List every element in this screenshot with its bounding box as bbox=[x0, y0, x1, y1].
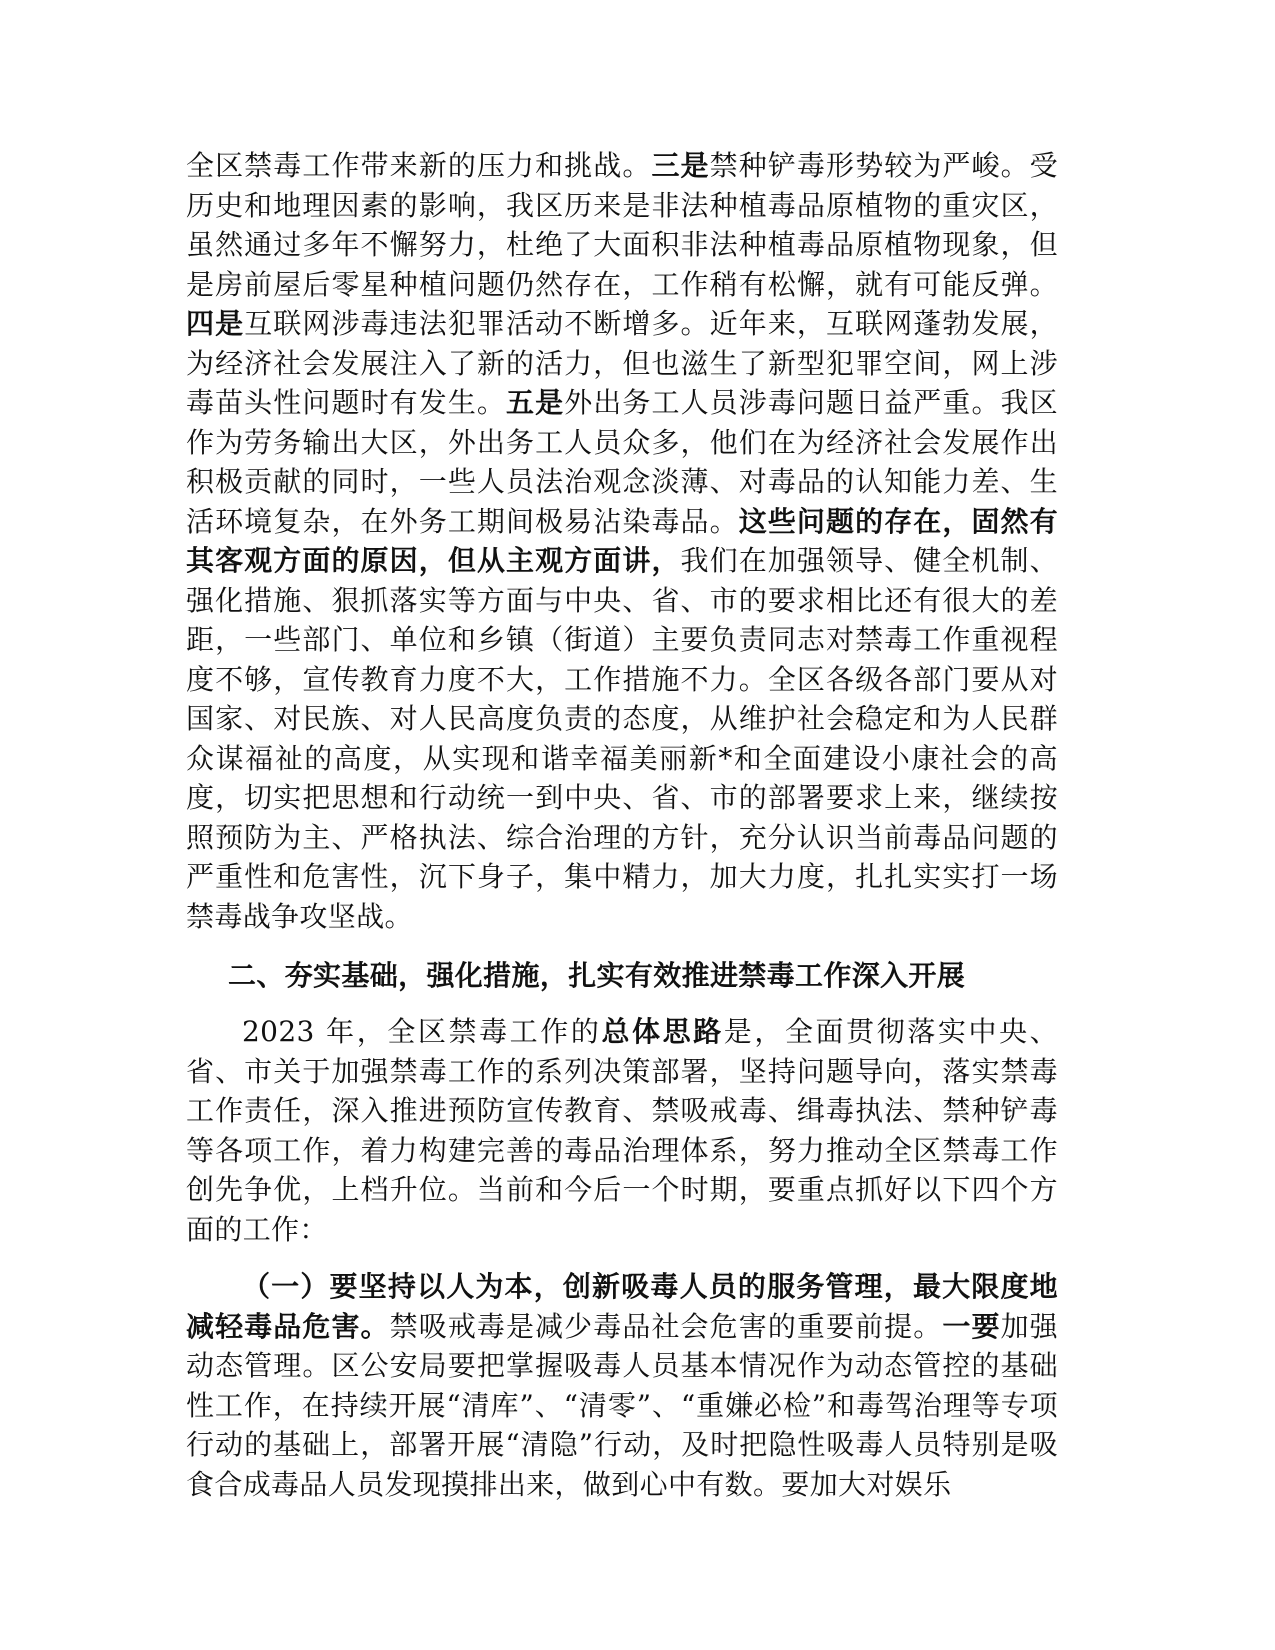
paragraph-problems bbox=[186, 146, 1058, 936]
bold-marker-fifth: 五是 bbox=[506, 386, 565, 419]
text-run: 2023 年，全区禁毒工作的 bbox=[242, 1015, 602, 1048]
paragraph-subsection-1 bbox=[186, 1267, 1058, 1504]
paragraph-overall-approach bbox=[186, 1012, 1058, 1249]
text-run: 全区禁毒工作带来新的压力和挑战。 bbox=[186, 149, 652, 182]
text-run: 禁吸戒毒是减少毒品社会危害的重要前提。 bbox=[389, 1309, 943, 1343]
paragraph-spacer bbox=[186, 1249, 1058, 1267]
text-run: 外出务工人员涉毒问题日益严重。我区作为劳务输出大区，外出务工人员众多，他们在为经济社会发展作出积极贡献的同时，一些人员法治观念淡薄、对毒品的认知能力差、生活环境复杂，在外务工期间极易沾染毒品。 bbox=[186, 386, 1059, 538]
bold-marker-first-need: 一要 bbox=[942, 1309, 1001, 1343]
document-page bbox=[186, 146, 1058, 1504]
bold-emphasis-summary: 这些问题的存在，固然有其客观方面的原因，但从主观方面讲， bbox=[186, 504, 1058, 577]
text-run: 互联网涉毒违法犯罪活动不断增多。近年来，互联网蓬勃发展，为经济社会发展注入了新的活力，但也滋生了新型犯罪空间，网上涉毒苗头性问题时有发生。 bbox=[186, 307, 1058, 419]
subsection-heading-1: （一）要坚持以人为本，创新吸毒人员的服务管理，最大限度地减轻毒品危害。 bbox=[186, 1270, 1058, 1343]
text-run: 我们在加强领导、健全机制、强化措施、狠抓落实等方面与中央、省、市的要求相比还有很大的差距，一些部门、单位和乡镇（街道）主要负责同志对禁毒工作重视程度不够，宣传教育力度不大，工作措施不力。全区各级各部门要从对国家、对民族、对人民高度负责的态度，从维护社会稳定和为人民群众谋福祉的高度，从实现和谐幸福美丽新*和全面建设小康社会的高度，切实把思想和行动统一到中央、省、市的部署要求上来，继续按照预防为主、严格执法、综合治理的方针，充分认识当前毒品问题的严重性和危害性，沉下身子，集中精力，加大力度，扎扎实实打一场禁毒战争攻坚战。 bbox=[186, 544, 1058, 933]
section-heading-2: 二、夯实基础，强化措施，扎实有效推进禁毒工作深入开展 bbox=[228, 959, 966, 992]
text-run: 是，全面贯彻落实中央、省、市关于加强禁毒工作的系列决策部署，坚持问题导向，落实禁毒工作责任，深入推进预防宣传教育、禁吸戒毒、缉毒执法、禁种铲毒等各项工作，着力构建完善的毒品治理体系，努力推动全区禁毒工作创先争优，上档升位。当前和今后一个时期，要重点抓好以下四个方面的工作： bbox=[186, 1015, 1059, 1246]
bold-marker-third: 三是 bbox=[651, 149, 710, 182]
text-run: 加强动态管理。区公安局要把掌握吸毒人员基本情况作为动态管控的基础性工作，在持续开展“清库”、“清零”、“重嫌必检”和毒驾治理等专项行动的基础上，部署开展“清隐”行动，及时把隐性吸毒人员特别是吸食合成毒品人员发现摸排出来，做到心中有数。要加大对娱乐 bbox=[186, 1309, 1059, 1501]
bold-marker-fourth: 四是 bbox=[186, 307, 245, 340]
text-run: 禁种铲毒形势较为严峻。受历史和地理因素的影响，我区历来是非法种植毒品原植物的重灾区，虽然通过多年不懈努力，杜绝了大面积非法种植毒品原植物现象，但是房前屋后零星种植问题仍然存在，工作稍有松懈，就有可能反弹。 bbox=[186, 149, 1059, 301]
bold-emphasis-overall-approach: 总体思路 bbox=[601, 1015, 724, 1048]
